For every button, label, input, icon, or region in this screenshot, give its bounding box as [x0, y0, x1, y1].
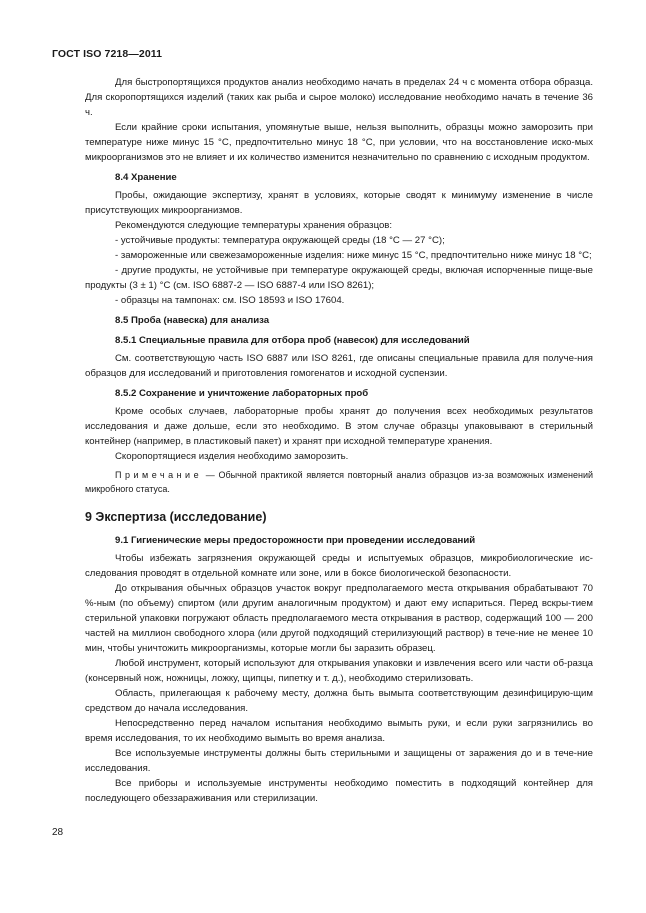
note — [85, 468, 593, 496]
paragraph: См. соответствующую часть ISO 6887 или ISO 8261, где описаны специальные правила для получе-ния образцов для исследований и приготовления гомогенатов и исходной суспензии. — [85, 353, 593, 379]
paragraph: Чтобы избежать загрязнения окружающей среды и испытуемых образцов, микробиологические ис-следования проводят в отдельной комнате или зоне, или в боксе биологической безопасности. — [85, 553, 593, 579]
paragraph: Если крайние сроки испытания, упомянутые выше, нельзя выполнить, образцы можно заморозить при температуре ниже минус 15 °С, предпочтительно минус 18 °С, при условии, что на восстановление иско-мых микроорганизмов это не влияет и их количество изменится незначительно по сравнению с исходным продуктом. — [85, 122, 593, 163]
paragraph: Кроме особых случаев, лабораторные пробы хранят до получения всех необходимых результатов исследования и даже дольше, если это необходимо. В этом случае образцы упаковывают в стерильный контейнер (например, в пластиковый пакет) и хранят при исходной температуре хранения. — [85, 406, 593, 447]
note-label: Примечание — [115, 470, 203, 480]
section-heading-9-1: 9.1 Гигиенические меры предосторожности при проведении исследований — [115, 535, 476, 546]
section-heading-8-5-2: 8.5.2 Сохранение и уничтожение лабораторных проб — [115, 388, 369, 399]
list-item: - образцы на тампонах: см. ISO 18593 и ISO 17604. — [115, 295, 345, 306]
section-heading-8-5-1: 8.5.1 Специальные правила для отбора проб (навесок) для исследований — [115, 335, 470, 346]
section-heading-9: 9 Экспертиза (исследование) — [85, 510, 267, 524]
page-number: 28 — [52, 827, 64, 838]
section-heading-8-5: 8.5 Проба (навеска) для анализа — [115, 315, 270, 326]
paragraph: Все приборы и используемые инструменты необходимо поместить в подходящий контейнер для последующего обеззараживания или стерилизации. — [85, 778, 593, 804]
paragraph: Все используемые инструменты должны быть стерильными и защищены от заражения до и в тече-ние исследования. — [85, 748, 593, 774]
paragraph: Непосредственно перед началом испытания необходимо вымыть руки, и если руки загрязнились во время исследования, то их необходимо вымыть во время анализа. — [85, 718, 593, 744]
list-item: - замороженные или свежезамороженные изделия: ниже минус 15 °С, предпочтительно ниже минус 18 °С; — [115, 250, 592, 261]
list-item: - другие продукты, не устойчивые при температуре окружающей среды, включая испорченные пище-вые продукты (3 ± 1) °С (см. ISO 6887-2 — ISO 6887-4 или ISO 8261); — [85, 265, 593, 291]
document-header: ГОСТ ISO 7218—2011 — [52, 48, 163, 60]
note-text: — Обычной практикой является повторный анализ образцов из-за возможных изменений микробного статуса. — [85, 470, 593, 494]
list-item: - устойчивые продукты: температура окружающей среды (18 °С — 27 °С); — [115, 235, 445, 246]
page-content — [85, 75, 593, 806]
paragraph: Рекомендуются следующие температуры хранения образцов: — [115, 220, 393, 231]
section-heading-8-4: 8.4 Хранение — [115, 172, 177, 183]
paragraph: Любой инструмент, который используют для открывания упаковки и извлечения всего или части об-разца (консервный нож, ножницы, ложку, щипцы, пипетку и т. д.), необходимо стерилизовать. — [85, 658, 593, 684]
paragraph: Для быстропортящихся продуктов анализ необходимо начать в пределах 24 ч с момента отбора образца. Для скоропортящихся изделий (таких как рыба и сырое молоко) исследование необходимо начать в течение 36 ч. — [85, 77, 593, 118]
paragraph: До открывания обычных образцов участок вокруг предполагаемого места открывания обрабатывают 70 %-ным (по объему) спиртом (или другим аналогичным продуктом) и дают ему испариться. Перед вскры-тием стерильной упаковки погружают область предполагаемого места открывания в раствор, содержащий 100 — 200 частей на миллион свободного хлора (или другой подходящий стерилизующий раствор) в тече-ние не менее 10 мин, чтобы уничтожить микроорганизмы, которые могли бы заразить образец. — [85, 583, 593, 654]
paragraph: Область, прилегающая к рабочему месту, должна быть вымыта соответствующим дезинфицирую-щим средством до начала исследования. — [85, 688, 593, 714]
paragraph: Скоропортящиеся изделия необходимо заморозить. — [115, 451, 349, 462]
paragraph: Пробы, ожидающие экспертизу, хранят в условиях, которые сводят к минимуму изменение в числе присутствующих микроорганизмов. — [85, 190, 593, 216]
